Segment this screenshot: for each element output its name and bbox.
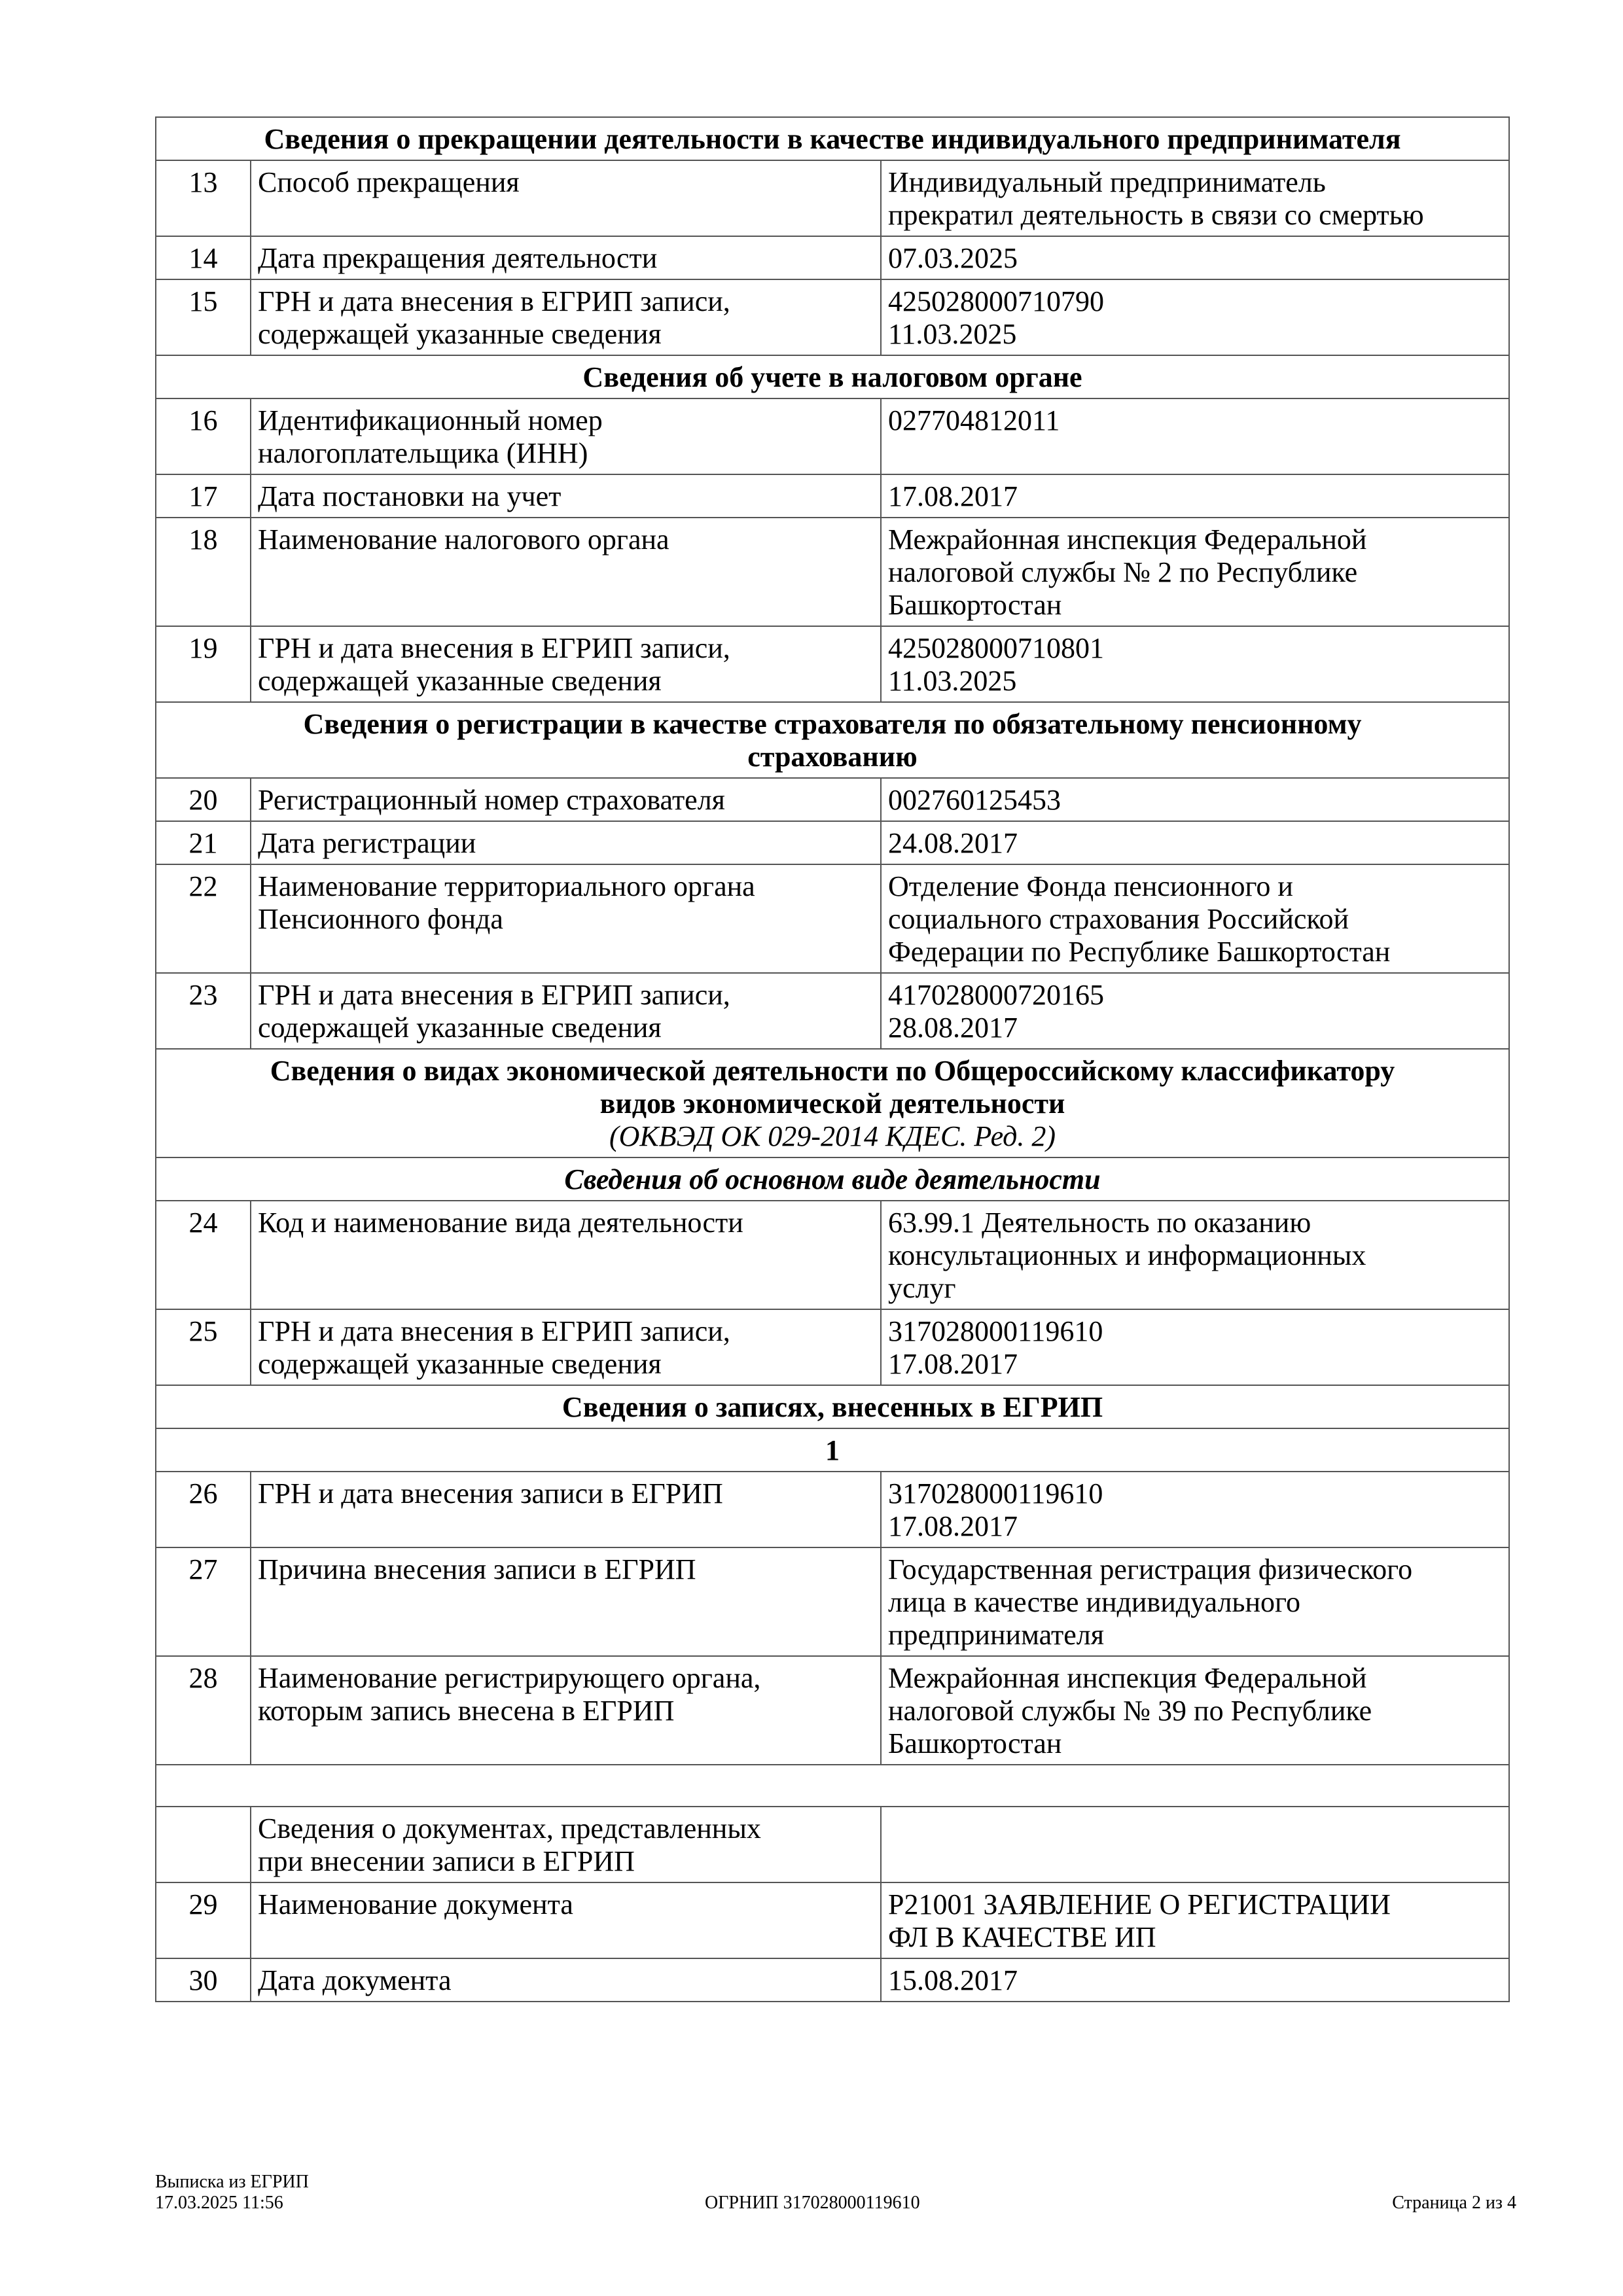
row-number: 14 (156, 236, 251, 279)
field-value-line: Федерации по Республике Башкортостан (888, 936, 1391, 968)
field-value-line: 11.03.2025 (888, 665, 1017, 697)
field-value-line: 15.08.2017 (888, 1964, 1018, 1996)
table-row-14 (156, 236, 1509, 279)
table-row-16 (156, 398, 1509, 474)
row-number: 20 (156, 778, 251, 821)
table-row-26 (156, 1472, 1509, 1547)
field-name (251, 160, 881, 236)
section-title-line: видов экономической деятельности (599, 1087, 1065, 1120)
field-value-line: 027704812011 (888, 404, 1060, 436)
field-value-line: услуг (888, 1272, 956, 1304)
row-number: 26 (156, 1472, 251, 1547)
field-value-line: социального страхования Российской (888, 903, 1349, 935)
egrip-table (155, 116, 1510, 2002)
field-value-line: 317028000119610 (888, 1315, 1103, 1347)
row-number: 23 (156, 973, 251, 1049)
footer-ogrnip: ОГРНИП 317028000119610 (705, 2193, 920, 2213)
row-number: 22 (156, 864, 251, 973)
field-value (881, 279, 1509, 355)
row-number: 17 (156, 474, 251, 518)
table-row-24 (156, 1201, 1509, 1309)
field-name (251, 398, 881, 474)
field-value-line: 28.08.2017 (888, 1012, 1018, 1044)
section-title-termination: Сведения о прекращении деятельности в качестве индивидуального предпринимателя (156, 117, 1509, 160)
field-name-line: Способ прекращения (258, 166, 520, 198)
table-row-22 (156, 864, 1509, 973)
field-name-line: Дата регистрации (258, 827, 476, 859)
field-value-line: Индивидуальный предприниматель (888, 166, 1326, 198)
field-value (881, 1547, 1509, 1656)
field-value-line: 11.03.2025 (888, 318, 1017, 350)
footer-title: Выписка из ЕГРИП (155, 2172, 309, 2192)
footer-left (155, 2172, 309, 2214)
table-row-28 (156, 1656, 1509, 1765)
field-value-line: 425028000710790 (888, 285, 1104, 317)
field-name-line: ГРН и дата внесения в ЕГРИП записи, (258, 979, 730, 1011)
field-value-line: 17.08.2017 (888, 1510, 1018, 1542)
field-value-line: Р21001 ЗАЯВЛЕНИЕ О РЕГИСТРАЦИИ (888, 1888, 1391, 1920)
field-name-line: Код и наименование вида деятельности (258, 1207, 743, 1239)
field-name-line: Регистрационный номер страхователя (258, 784, 725, 816)
field-value (881, 474, 1509, 518)
field-name-line: ГРН и дата внесения в ЕГРИП записи, (258, 1315, 730, 1347)
field-value-line: 17.08.2017 (888, 1348, 1018, 1380)
field-value-line: налоговой службы № 39 по Республике (888, 1695, 1372, 1727)
field-value (881, 160, 1509, 236)
field-value-line: 425028000710801 (888, 632, 1104, 664)
row-number: 18 (156, 518, 251, 626)
field-value-line: налоговой службы № 2 по Республике (888, 556, 1358, 588)
field-name-line: Дата прекращения деятельности (258, 242, 658, 274)
section-row-tax (156, 355, 1509, 398)
field-name (251, 778, 881, 821)
row-number: 19 (156, 626, 251, 702)
footer-datetime: 17.03.2025 11:56 (155, 2193, 283, 2213)
field-name-line: содержащей указанные сведения (258, 1012, 662, 1044)
field-value (881, 1882, 1509, 1958)
field-value-line: 17.08.2017 (888, 480, 1018, 512)
field-name-line: Наименование налогового органа (258, 523, 669, 556)
field-name-line: налогоплательщика (ИНН) (258, 437, 588, 469)
document-page (155, 116, 1508, 2002)
section-title-line: Сведения о регистрации в качестве страхователя по обязательному пенсионному (303, 708, 1362, 740)
table-row-18 (156, 518, 1509, 626)
field-name-line: Наименование регистрирующего органа, (258, 1662, 761, 1694)
field-value-line: Межрайонная инспекция Федеральной (888, 1662, 1367, 1694)
field-name-line: которым запись внесена в ЕГРИП (258, 1695, 675, 1727)
field-value-line: 63.99.1 Деятельность по оказанию (888, 1207, 1311, 1239)
field-value-line: Государственная регистрация физического (888, 1553, 1413, 1585)
footer-page-number: Страница 2 из 4 (1392, 2193, 1516, 2213)
field-value (881, 973, 1509, 1049)
field-name-line: Пенсионного фонда (258, 903, 503, 935)
field-name-line: при внесении записи в ЕГРИП (258, 1845, 635, 1877)
field-name-line: Наименование документа (258, 1888, 573, 1920)
field-value-empty (881, 1807, 1509, 1882)
row-number: 21 (156, 821, 251, 864)
field-name (251, 626, 881, 702)
field-value-line: 24.08.2017 (888, 827, 1018, 859)
section-row-okved (156, 1049, 1509, 1157)
row-number: 30 (156, 1958, 251, 2002)
field-value-line: ФЛ В КАЧЕСТВЕ ИП (888, 1921, 1156, 1953)
field-value (881, 1309, 1509, 1385)
field-name (251, 279, 881, 355)
section-title-records: Сведения о записях, внесенных в ЕГРИП (156, 1385, 1509, 1428)
table-row-29 (156, 1882, 1509, 1958)
field-name-line: Дата постановки на учет (258, 480, 562, 512)
field-name (251, 518, 881, 626)
table-row-17 (156, 474, 1509, 518)
row-number: 16 (156, 398, 251, 474)
spacer-row (156, 1765, 1509, 1807)
field-name-line: Причина внесения записи в ЕГРИП (258, 1553, 696, 1585)
field-value-line: Башкортостан (888, 1727, 1062, 1759)
field-value-line: 002760125453 (888, 784, 1061, 816)
field-name (251, 821, 881, 864)
field-value (881, 518, 1509, 626)
field-value-line: Межрайонная инспекция Федеральной (888, 523, 1367, 556)
row-number: 24 (156, 1201, 251, 1309)
field-name-line: ГРН и дата внесения в ЕГРИП записи, (258, 632, 730, 664)
field-name (251, 236, 881, 279)
field-name-line: Сведения о документах, представленных (258, 1812, 761, 1845)
table-row-15 (156, 279, 1509, 355)
field-value (881, 864, 1509, 973)
field-value-line: консультационных и информационных (888, 1239, 1366, 1271)
field-value-line: лица в качестве индивидуального (888, 1586, 1300, 1618)
field-value (881, 236, 1509, 279)
table-row-21 (156, 821, 1509, 864)
field-value (881, 821, 1509, 864)
field-value (881, 626, 1509, 702)
field-name (251, 1201, 881, 1309)
field-name (251, 1807, 881, 1882)
empty-cell (156, 1765, 1509, 1807)
row-number: 27 (156, 1547, 251, 1656)
field-value (881, 398, 1509, 474)
field-value-line: 317028000119610 (888, 1477, 1103, 1510)
row-number: 25 (156, 1309, 251, 1385)
field-value-line: 417028000720165 (888, 979, 1104, 1011)
field-value (881, 778, 1509, 821)
table-row-19 (156, 626, 1509, 702)
field-name-line: Дата документа (258, 1964, 452, 1996)
section-title-okved (156, 1049, 1509, 1157)
table-row-23 (156, 973, 1509, 1049)
field-value-line: 07.03.2025 (888, 242, 1018, 274)
section-row-pension (156, 702, 1509, 778)
field-name-line: ГРН и дата внесения в ЕГРИП записи, (258, 285, 730, 317)
table-row-27 (156, 1547, 1509, 1656)
row-number: 28 (156, 1656, 251, 1765)
field-value-line: Отделение Фонда пенсионного и (888, 870, 1293, 902)
field-value (881, 1656, 1509, 1765)
section-row-termination (156, 117, 1509, 160)
section-row-record-number (156, 1428, 1509, 1472)
table-row-13 (156, 160, 1509, 236)
row-number: 15 (156, 279, 251, 355)
field-name-line: Наименование территориального органа (258, 870, 755, 902)
row-number: 13 (156, 160, 251, 236)
field-value (881, 1472, 1509, 1547)
record-number: 1 (156, 1428, 1509, 1472)
field-name (251, 864, 881, 973)
field-name (251, 1547, 881, 1656)
field-name (251, 1882, 881, 1958)
table-row-30 (156, 1958, 1509, 2002)
field-name-line: Идентификационный номер (258, 404, 603, 436)
section-row-records (156, 1385, 1509, 1428)
row-number-empty (156, 1807, 251, 1882)
field-value-line: Башкортостан (888, 589, 1062, 621)
section-title-tax: Сведения об учете в налоговом органе (156, 355, 1509, 398)
table-row-docs-header (156, 1807, 1509, 1882)
field-name-line: содержащей указанные сведения (258, 318, 662, 350)
field-name (251, 1656, 881, 1765)
field-value-line: предпринимателя (888, 1619, 1104, 1651)
field-name-line: содержащей указанные сведения (258, 1348, 662, 1380)
field-value (881, 1201, 1509, 1309)
field-name (251, 1958, 881, 2002)
field-value-line: прекратил деятельность в связи со смертью (888, 199, 1424, 231)
field-name (251, 973, 881, 1049)
field-name (251, 474, 881, 518)
field-name (251, 1309, 881, 1385)
field-name-line: содержащей указанные сведения (258, 665, 662, 697)
section-title-line: страхованию (747, 741, 918, 773)
table-row-25 (156, 1309, 1509, 1385)
section-title-line: Сведения о видах экономической деятельности по Общероссийскому классификатору (270, 1055, 1395, 1087)
section-title-okved-main: Сведения об основном виде деятельности (156, 1157, 1509, 1201)
section-subtitle-okved: (ОКВЭД ОК 029-2014 КДЕС. Ред. 2) (609, 1120, 1056, 1152)
field-value (881, 1958, 1509, 2002)
field-name-line: ГРН и дата внесения записи в ЕГРИП (258, 1477, 723, 1510)
table-row-20 (156, 778, 1509, 821)
field-name (251, 1472, 881, 1547)
section-title-pension (156, 702, 1509, 778)
row-number: 29 (156, 1882, 251, 1958)
section-row-okved-main (156, 1157, 1509, 1201)
